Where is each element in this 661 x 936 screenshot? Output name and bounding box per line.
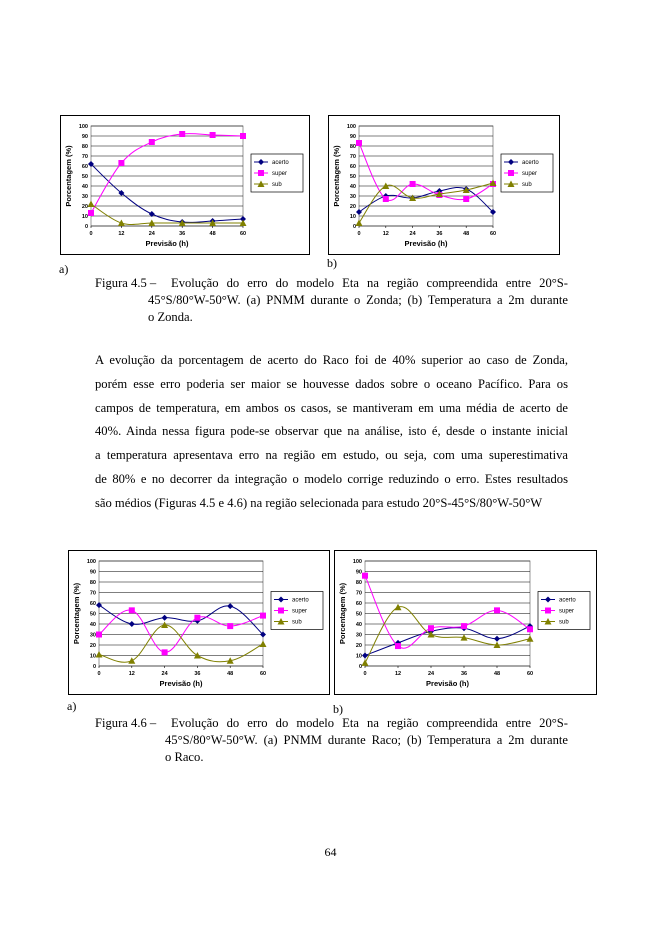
body-paragraph [95, 349, 568, 516]
page-number: 64 [324, 845, 337, 859]
chart-svg [69, 551, 329, 694]
y-axis-label: Porcentagem (%) [64, 145, 73, 207]
y-tick-label: 40 [89, 622, 96, 628]
y-tick-label: 80 [355, 580, 362, 586]
legend-marker-super [545, 608, 551, 614]
fig45-panel-a-label: a) [59, 262, 69, 276]
y-tick-label: 60 [349, 164, 356, 170]
y-tick-label: 90 [89, 569, 96, 576]
y-tick-label: 10 [349, 214, 356, 220]
paragraph-line: campos de temperatura, em ambos os casos, se mantiveram em uma média de acerto de [95, 400, 568, 415]
chart-fig45b [328, 115, 560, 255]
y-tick-label: 10 [355, 653, 362, 660]
y-tick-label: 80 [89, 580, 96, 586]
y-tick-label: 40 [81, 184, 88, 190]
legend-label-acerto: acerto [272, 160, 289, 166]
data-point-super [260, 613, 266, 619]
x-tick-label: 24 [161, 671, 168, 677]
y-tick-label: 30 [81, 194, 88, 200]
legend-label-acerto: acerto [559, 597, 576, 604]
y-tick-label: 20 [355, 643, 362, 649]
y-tick-label: 90 [349, 134, 356, 140]
y-tick-label: 20 [349, 204, 356, 210]
x-axis-label: Previsão (h) [426, 679, 469, 688]
data-point-super [383, 196, 389, 202]
y-tick-label: 90 [81, 134, 88, 140]
fig46-panel-a-label: a) [67, 699, 77, 713]
data-point-super [194, 615, 200, 621]
y-tick-label: 40 [349, 184, 356, 190]
fig46-caption [95, 715, 568, 767]
y-tick-label: 50 [355, 611, 362, 618]
legend-label-sub: sub [559, 619, 569, 626]
data-point-super [463, 196, 469, 202]
y-axis-label: Porcentagem (%) [332, 145, 341, 207]
legend-marker-super [278, 608, 284, 614]
x-tick-label: 60 [489, 231, 497, 237]
paragraph-line: são médios (Figuras 4.5 e 4.6) na região selecionada para estudo 20°S-45°S/80°W-50°W [95, 495, 543, 510]
y-tick-label: 60 [89, 601, 96, 607]
legend-marker-super [508, 170, 514, 176]
y-tick-label: 100 [78, 124, 88, 130]
x-tick-label: 60 [259, 671, 267, 677]
x-tick-label: 48 [493, 671, 501, 677]
paragraph-line: a temperatura apresentava erro na região em estudo, ou seja, com uma superestimativa [95, 448, 568, 463]
y-axis-label: Porcentagem (%) [338, 582, 347, 645]
chart-fig45a [60, 115, 310, 255]
y-tick-label: 0 [92, 664, 96, 670]
fig45-caption-line1: Evolução do erro do modelo Eta na região compreendida entre 20°S- [171, 276, 568, 290]
x-tick-label: 12 [382, 231, 389, 237]
x-tick-label: 60 [239, 231, 247, 237]
y-tick-label: 50 [349, 174, 356, 180]
y-tick-label: 50 [81, 174, 88, 180]
y-tick-label: 70 [349, 154, 356, 160]
data-point-super [461, 623, 467, 629]
y-tick-label: 100 [352, 559, 362, 565]
data-point-super [96, 632, 102, 638]
y-tick-label: 0 [358, 664, 362, 670]
y-tick-label: 70 [355, 590, 362, 597]
legend-label-sub: sub [272, 182, 282, 188]
x-tick-label: 0 [357, 231, 361, 237]
x-tick-label: 12 [128, 671, 135, 677]
data-point-super [149, 139, 155, 145]
y-tick-label: 80 [349, 144, 356, 150]
legend-label-super: super [272, 171, 288, 177]
x-tick-label: 0 [89, 231, 93, 237]
x-axis-label: Previsão (h) [159, 679, 203, 688]
data-point-super [227, 623, 233, 629]
data-point-super [240, 133, 246, 139]
x-tick-label: 48 [209, 231, 216, 237]
data-point-super [428, 625, 434, 631]
x-tick-label: 12 [118, 231, 125, 237]
y-tick-label: 30 [89, 632, 96, 639]
legend-label-sub: sub [522, 182, 532, 188]
fig45-caption-line2: 45°S/80°W-50°W. (a) PNMM durante o Zonda; (b) Temperatura a 2m durante [148, 293, 568, 307]
legend-label-super: super [522, 171, 538, 177]
x-tick-label: 36 [436, 231, 443, 237]
fig46-panel-b-label: b) [333, 702, 343, 716]
fig46-caption-line2: 45°S/80°W-50°W. (a) PNMM durante Raco; (b) Temperatura a 2m durante [165, 733, 568, 747]
y-tick-label: 100 [346, 124, 356, 130]
y-tick-label: 20 [89, 643, 96, 649]
chart-svg [61, 116, 309, 254]
y-tick-label: 60 [355, 601, 362, 607]
y-tick-label: 30 [355, 632, 362, 639]
legend-marker-super [258, 170, 264, 176]
fig45-caption [95, 275, 568, 327]
legend-label-super: super [559, 608, 575, 615]
chart-svg [335, 551, 596, 694]
fig46-caption-number: Figura 4.6 – [95, 716, 157, 730]
y-tick-label: 20 [81, 204, 88, 210]
chart-svg [329, 116, 559, 254]
x-axis-label: Previsão (h) [404, 239, 448, 248]
data-point-super [88, 210, 94, 216]
y-tick-label: 10 [81, 214, 88, 220]
x-tick-label: 36 [179, 231, 186, 237]
y-axis-label: Porcentagem (%) [72, 582, 81, 645]
y-tick-label: 60 [81, 164, 88, 170]
paragraph-line: porém esse erro poderia ser maior se houvesse dados sobre o oceano Pacífico. Para os [95, 376, 568, 391]
y-tick-label: 90 [355, 569, 362, 576]
paragraph-line: 40%. Ainda nessa figura pode-se observar que na análise, isto é, desde o instante inicial [95, 424, 568, 439]
x-axis-label: Previsão (h) [145, 239, 189, 248]
data-point-super [129, 607, 135, 613]
data-point-super [362, 573, 368, 579]
y-tick-label: 40 [355, 622, 362, 628]
x-tick-label: 48 [463, 231, 470, 237]
data-point-super [410, 181, 416, 187]
fig45-caption-line3: o Zonda. [148, 310, 193, 324]
x-tick-label: 24 [409, 231, 416, 237]
y-tick-label: 50 [89, 611, 96, 618]
y-tick-label: 80 [81, 144, 88, 150]
legend-label-sub: sub [292, 619, 302, 626]
legend-label-acerto: acerto [522, 160, 539, 166]
x-tick-label: 0 [363, 671, 367, 677]
data-point-super [210, 132, 216, 138]
data-point-super [494, 607, 500, 613]
x-tick-label: 24 [148, 231, 155, 237]
data-point-super [179, 131, 185, 137]
y-tick-label: 100 [86, 559, 96, 565]
fig45-caption-number: Figura 4.5 – [95, 276, 157, 290]
legend-label-acerto: acerto [292, 597, 309, 604]
fig46-caption-line3: o Raco. [165, 750, 204, 764]
y-tick-label: 10 [89, 653, 96, 660]
y-tick-label: 0 [84, 224, 88, 230]
data-point-super [162, 649, 168, 655]
chart-fig46b [334, 550, 597, 695]
x-tick-label: 36 [460, 671, 468, 677]
x-tick-label: 48 [227, 671, 234, 677]
x-tick-label: 36 [194, 671, 201, 677]
data-point-super [395, 643, 401, 649]
chart-fig46a [68, 550, 330, 695]
y-tick-label: 0 [352, 224, 356, 230]
y-tick-label: 70 [89, 590, 96, 597]
x-tick-label: 12 [394, 671, 402, 677]
data-point-super [356, 140, 362, 146]
legend-label-super: super [292, 608, 308, 615]
x-tick-label: 24 [427, 671, 435, 677]
x-tick-label: 60 [526, 671, 534, 677]
fig45-panel-b-label: b) [327, 256, 337, 270]
paragraph-line: de 80% e no decorrer da integração o modelo corrige reduzindo o erro. Estes resultados [95, 471, 568, 486]
paragraph-line: A evolução da porcentagem de acerto do Raco foi de 40% superior ao caso de Zonda, [95, 353, 568, 367]
data-point-super [118, 160, 124, 166]
y-tick-label: 30 [349, 194, 356, 200]
fig46-caption-line1: Evolução do erro do modelo Eta na região compreendida entre 20°S- [171, 716, 568, 730]
y-tick-label: 70 [81, 154, 88, 160]
data-point-super [527, 626, 533, 632]
x-tick-label: 0 [97, 671, 101, 677]
